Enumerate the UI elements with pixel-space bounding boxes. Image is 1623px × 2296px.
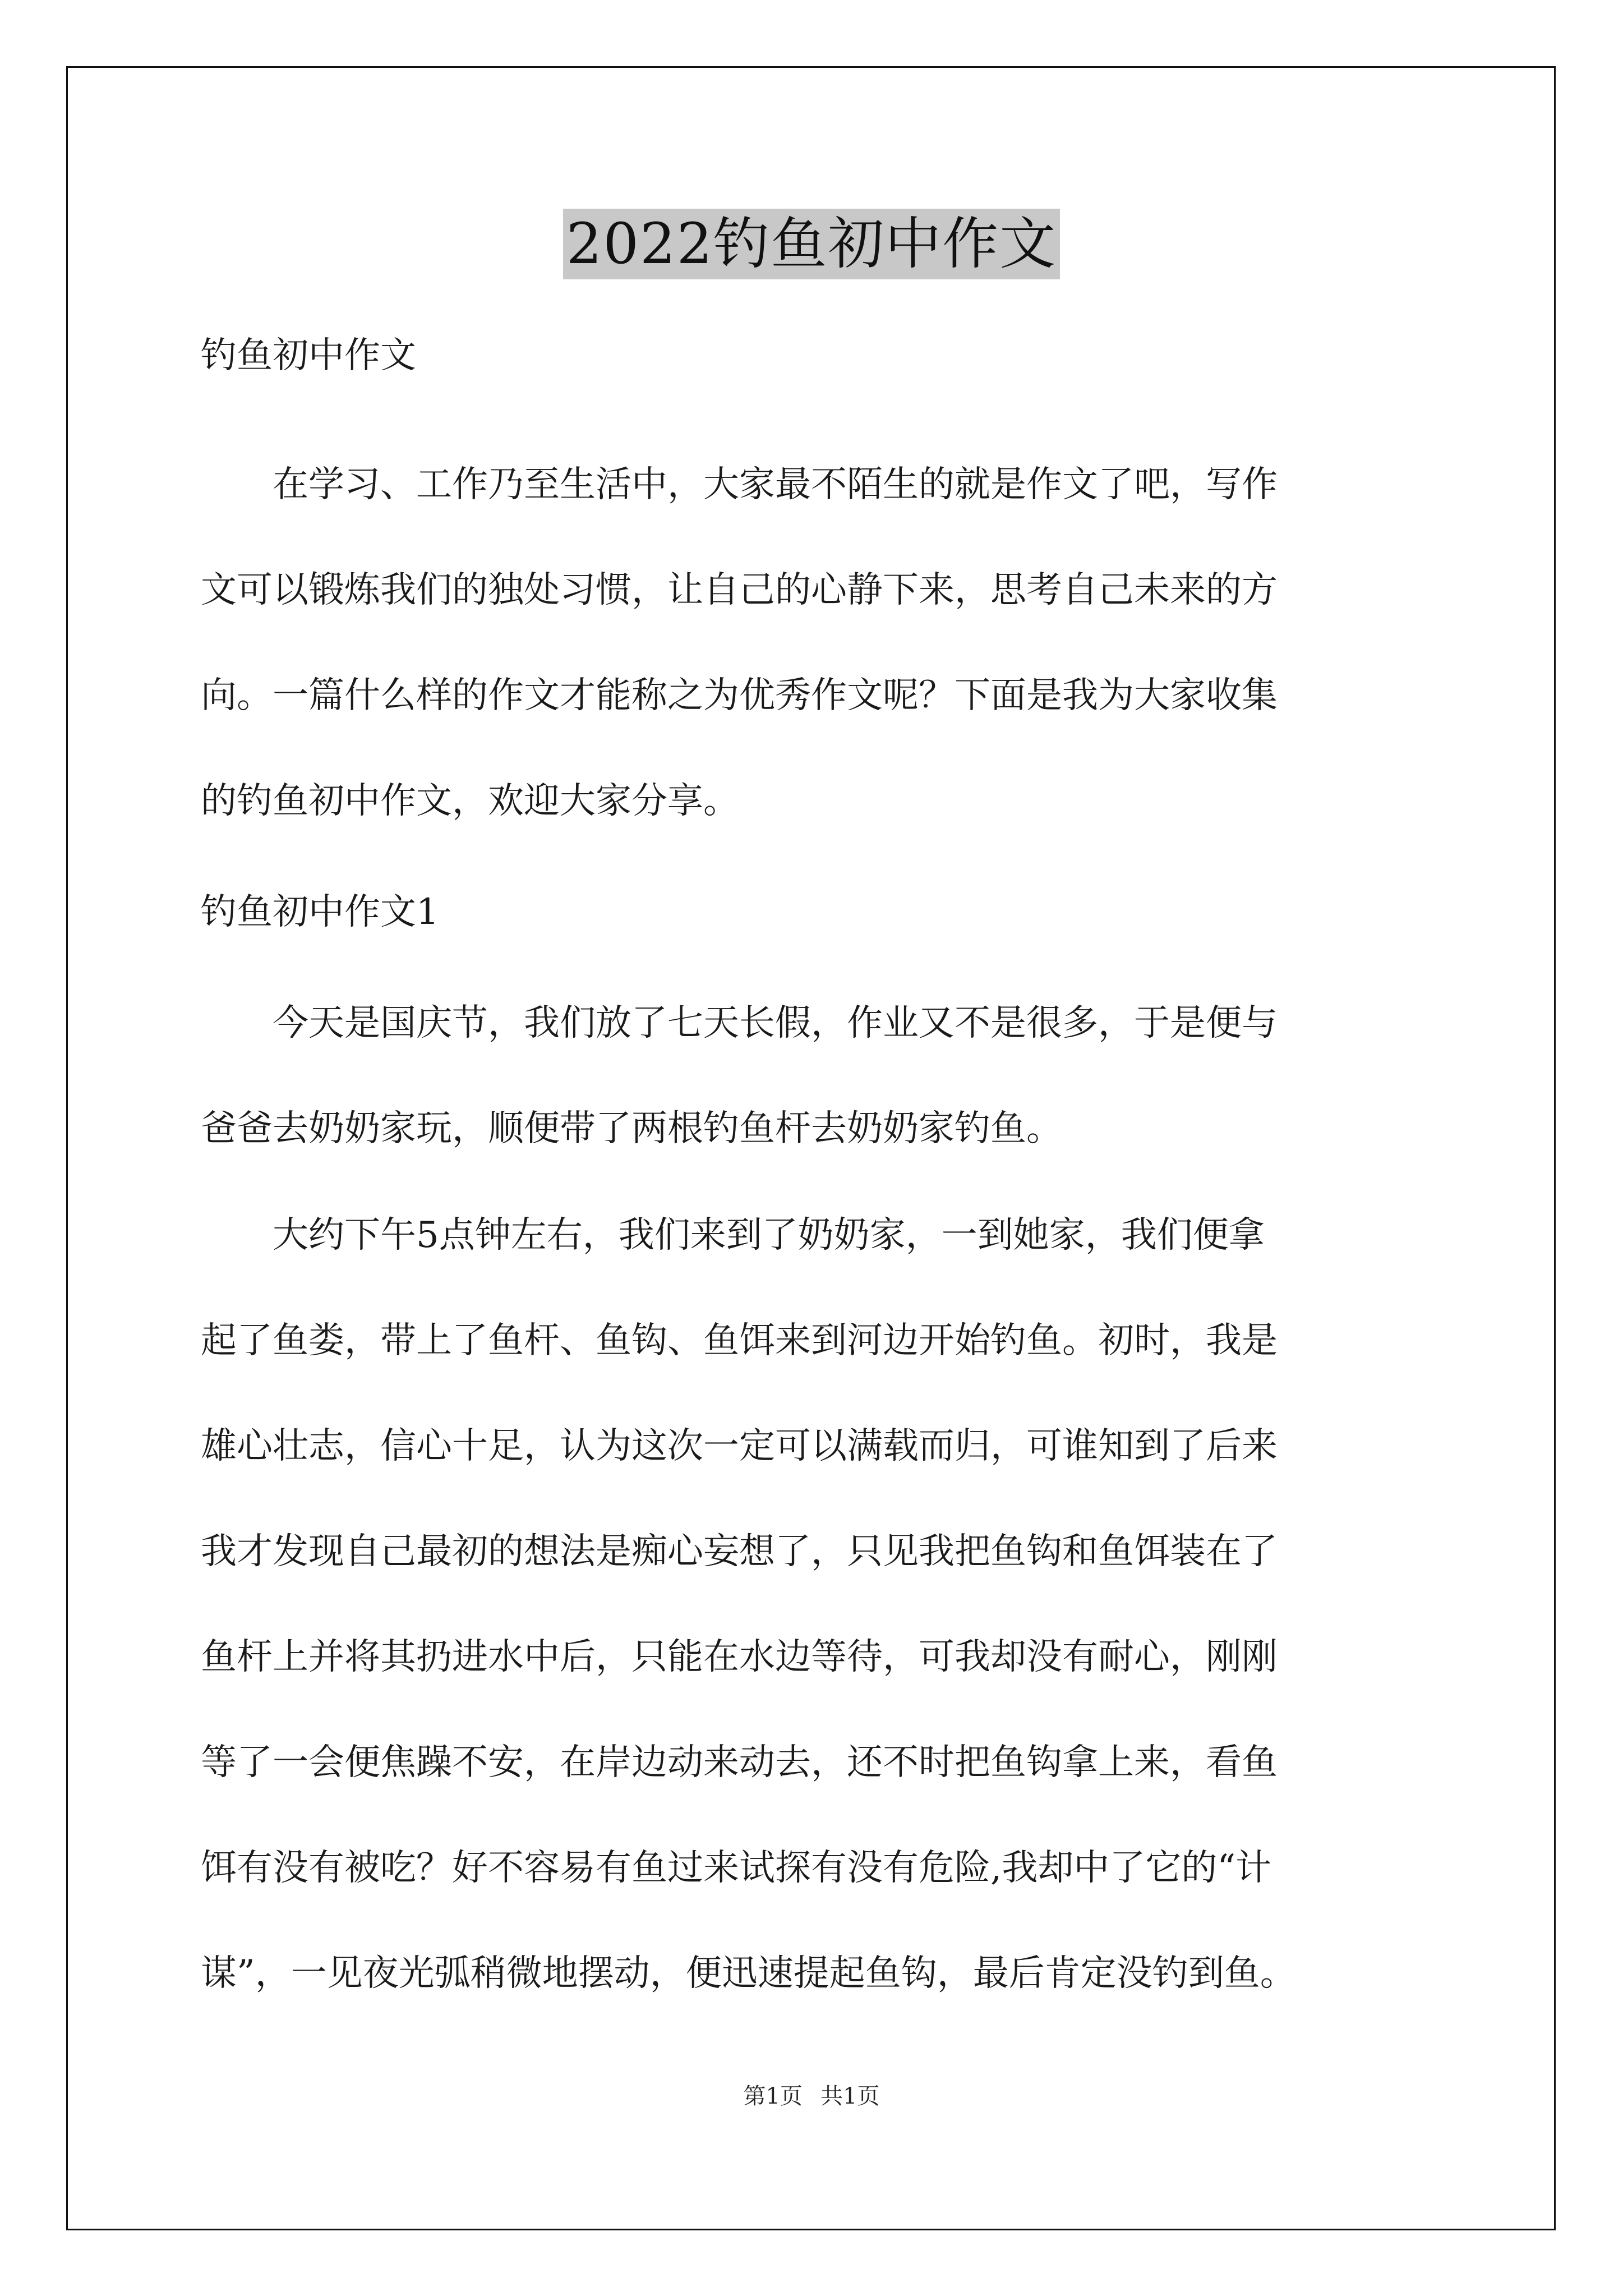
paragraph-line: 鱼杆上并将其扔进水中后，只能在水边等待，可我却没有耐心，刚刚 [201, 1636, 1278, 1678]
section-heading: 钓鱼初中作文1 [201, 891, 439, 933]
paragraph-line: 雄心壮志，信心十足，认为这次一定可以满载而归，可谁知到了后来 [201, 1425, 1278, 1467]
paragraph-line: 的钓鱼初中作文，欢迎大家分享。 [201, 780, 739, 822]
paragraph-line: 在学习、工作乃至生活中，大家最不陌生的就是作文了吧，写作 [201, 464, 1278, 505]
page-total: 共1页 [820, 2083, 880, 2109]
paragraph-line: 大约下午5点钟左右，我们来到了奶奶家，一到她家，我们便拿 [201, 1214, 1265, 1256]
page-number: 第1页 [743, 2083, 803, 2109]
paragraph-line: 起了鱼娄，带上了鱼杆、鱼钩、鱼饵来到河边开始钓鱼。初时，我是 [201, 1320, 1278, 1361]
paragraph-line: 我才发现自己最初的想法是痴心妄想了，只见我把鱼钩和鱼饵装在了 [201, 1531, 1278, 1572]
section-heading: 钓鱼初中作文 [201, 335, 416, 376]
paragraph-line: 向。一篇什么样的作文才能称之为优秀作文呢？下面是我为大家收集 [201, 675, 1278, 716]
page-footer [0, 2082, 1623, 2110]
paragraph-line: 等了一会便焦躁不安，在岸边动来动去，还不时把鱼钩拿上来，看鱼 [201, 1742, 1278, 1783]
paragraph-line: 饵有没有被吃？好不容易有鱼过来试探有没有危险,我却中了它的“计 [201, 1847, 1272, 1889]
paragraph-line: 谋”，一见夜光弧稍微地摆动，便迅速提起鱼钩，最后肯定没钓到鱼。 [201, 1953, 1296, 1994]
title-container [0, 209, 1623, 279]
paragraph-line: 文可以锻炼我们的独处习惯，让自己的心静下来，思考自己未来的方 [201, 569, 1278, 611]
document-title: 2022钓鱼初中作文 [563, 209, 1061, 279]
paragraph-line: 今天是国庆节，我们放了七天长假，作业又不是很多，于是便与 [201, 1002, 1278, 1044]
paragraph-line: 爸爸去奶奶家玩，顺便带了两根钓鱼杆去奶奶家钓鱼。 [201, 1108, 1062, 1149]
